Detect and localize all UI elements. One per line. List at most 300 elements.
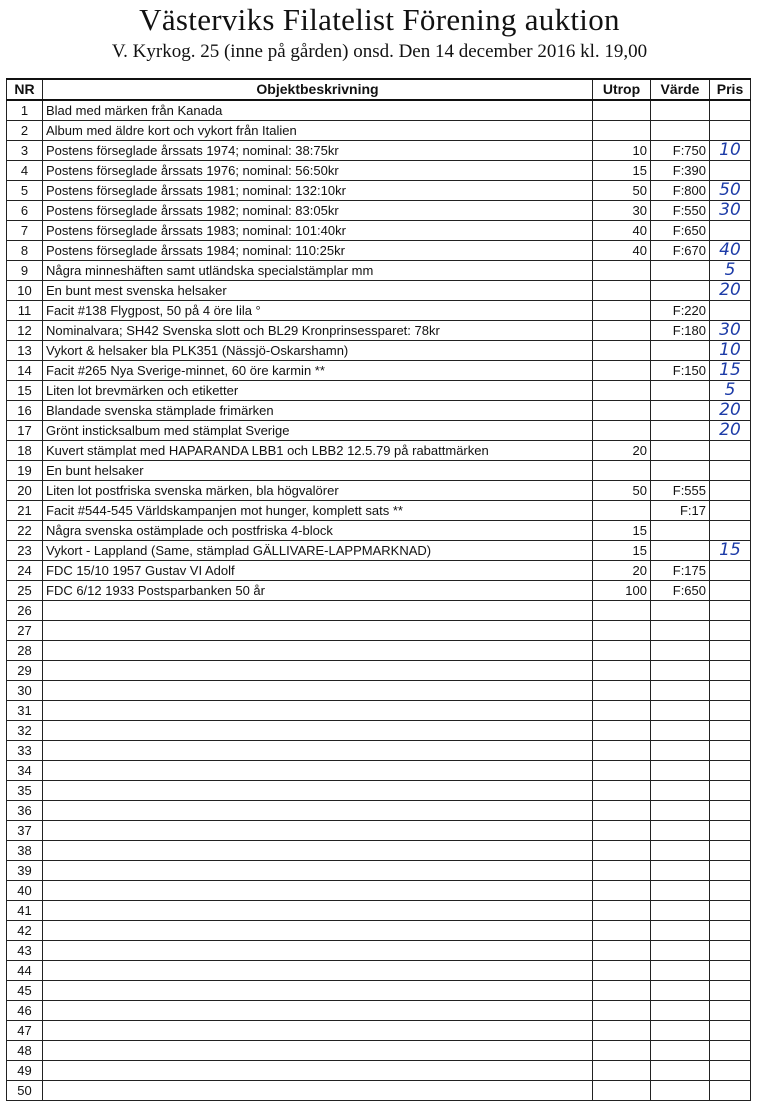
starting-price: [593, 641, 651, 661]
object-description: FDC 15/10 1957 Gustav VI Adolf: [43, 561, 593, 581]
page-subtitle: V. Kyrkog. 25 (inne på gården) onsd. Den 14 december 2016 kl. 19,00: [111, 41, 648, 62]
handwritten-price: [710, 701, 751, 721]
handwritten-price: 15: [710, 361, 751, 381]
lot-number: 21: [7, 501, 43, 521]
starting-price: [593, 461, 651, 481]
handwritten-price: 20: [710, 281, 751, 301]
starting-price: 15: [593, 161, 651, 181]
starting-price: 50: [593, 181, 651, 201]
handwritten-price: [710, 681, 751, 701]
catalogue-value: [651, 541, 710, 561]
handwritten-price: 40: [710, 241, 751, 261]
catalogue-value: F:670: [651, 241, 710, 261]
handwritten-price: 15: [710, 541, 751, 561]
object-description: [43, 921, 593, 941]
starting-price: [593, 961, 651, 981]
starting-price: [593, 121, 651, 141]
lot-number: 34: [7, 761, 43, 781]
lot-number: 3: [7, 141, 43, 161]
starting-price: [593, 421, 651, 441]
handwritten-price: 30: [710, 321, 751, 341]
catalogue-value: F:800: [651, 181, 710, 201]
catalogue-value: F:175: [651, 561, 710, 581]
handwritten-price: [710, 1001, 751, 1021]
catalogue-value: [651, 861, 710, 881]
object-description: [43, 1081, 593, 1101]
lot-number: 2: [7, 121, 43, 141]
catalogue-value: [651, 981, 710, 1001]
handwritten-price: 5: [710, 261, 751, 281]
object-description: Postens förseglade årssats 1981; nominal: 132:10kr: [43, 181, 593, 201]
lot-number: 41: [7, 901, 43, 921]
table-row: [7, 1021, 751, 1041]
catalogue-value: [651, 721, 710, 741]
handwritten-price: [710, 801, 751, 821]
table-row: [7, 100, 751, 121]
object-description: [43, 721, 593, 741]
table-row: [7, 481, 751, 501]
starting-price: 20: [593, 441, 651, 461]
object-description: [43, 621, 593, 641]
handwritten-price: [710, 1041, 751, 1061]
starting-price: 50: [593, 481, 651, 501]
lot-number: 20: [7, 481, 43, 501]
catalogue-value: [651, 1001, 710, 1021]
handwritten-price: [710, 821, 751, 841]
column-header-varde: Värde: [651, 79, 710, 100]
starting-price: 30: [593, 201, 651, 221]
table-row: [7, 401, 751, 421]
catalogue-value: [651, 1081, 710, 1101]
table-row: [7, 821, 751, 841]
table-row: [7, 281, 751, 301]
lot-number: 29: [7, 661, 43, 681]
object-description: Vykort - Lappland (Same, stämplad GÄLLIVARE-LAPPMARKNAD): [43, 541, 593, 561]
object-description: Kuvert stämplat med HAPARANDA LBB1 och LBB2 12.5.79 på rabattmärken: [43, 441, 593, 461]
catalogue-value: F:750: [651, 141, 710, 161]
lot-number: 49: [7, 1061, 43, 1081]
catalogue-value: F:650: [651, 581, 710, 601]
handwritten-price: [710, 161, 751, 181]
table-row: [7, 921, 751, 941]
starting-price: [593, 1061, 651, 1081]
starting-price: [593, 801, 651, 821]
starting-price: [593, 821, 651, 841]
lot-number: 33: [7, 741, 43, 761]
handwritten-price: [710, 621, 751, 641]
object-description: [43, 741, 593, 761]
lot-number: 44: [7, 961, 43, 981]
lot-number: 48: [7, 1041, 43, 1061]
catalogue-value: [651, 681, 710, 701]
catalogue-value: [651, 1041, 710, 1061]
table-row: [7, 461, 751, 481]
starting-price: [593, 261, 651, 281]
object-description: [43, 1001, 593, 1021]
handwritten-price: [710, 781, 751, 801]
lot-number: 11: [7, 301, 43, 321]
table-row: [7, 681, 751, 701]
table-row: [7, 361, 751, 381]
object-description: [43, 1061, 593, 1081]
handwritten-price: [710, 601, 751, 621]
table-row: [7, 781, 751, 801]
lot-number: 13: [7, 341, 43, 361]
catalogue-value: [651, 661, 710, 681]
object-description: [43, 861, 593, 881]
table-row: [7, 601, 751, 621]
object-description: [43, 781, 593, 801]
starting-price: [593, 321, 651, 341]
lot-number: 22: [7, 521, 43, 541]
handwritten-price: [710, 301, 751, 321]
handwritten-price: [710, 981, 751, 1001]
object-description: Facit #265 Nya Sverige-minnet, 60 öre karmin **: [43, 361, 593, 381]
handwritten-price: [710, 941, 751, 961]
handwritten-price: [710, 961, 751, 981]
catalogue-value: [651, 121, 710, 141]
table-row: [7, 501, 751, 521]
object-description: Några minneshäften samt utländska specialstämplar mm: [43, 261, 593, 281]
handwritten-price: [710, 861, 751, 881]
starting-price: 15: [593, 521, 651, 541]
object-description: Facit #544-545 Världskampanjen mot hunger, komplett sats **: [43, 501, 593, 521]
handwritten-price: [710, 641, 751, 661]
catalogue-value: [651, 881, 710, 901]
handwritten-price: [710, 221, 751, 241]
catalogue-value: [651, 941, 710, 961]
table-row: [7, 221, 751, 241]
catalogue-value: F:555: [651, 481, 710, 501]
object-description: [43, 681, 593, 701]
lot-number: 43: [7, 941, 43, 961]
column-header-nr: NR: [7, 79, 43, 100]
object-description: Facit #138 Flygpost, 50 på 4 öre lila °: [43, 301, 593, 321]
object-description: Postens förseglade årssats 1974; nominal: 38:75kr: [43, 141, 593, 161]
table-row: [7, 341, 751, 361]
handwritten-price: [710, 581, 751, 601]
object-description: [43, 841, 593, 861]
table-row: [7, 301, 751, 321]
starting-price: [593, 721, 651, 741]
catalogue-value: [651, 801, 710, 821]
table-row: [7, 801, 751, 821]
starting-price: [593, 701, 651, 721]
starting-price: [593, 621, 651, 641]
catalogue-value: [651, 601, 710, 621]
lot-number: 31: [7, 701, 43, 721]
handwritten-price: [710, 1021, 751, 1041]
lot-number: 37: [7, 821, 43, 841]
object-description: [43, 641, 593, 661]
lot-number: 38: [7, 841, 43, 861]
table-row: [7, 621, 751, 641]
object-description: En bunt helsaker: [43, 461, 593, 481]
handwritten-price: 10: [710, 341, 751, 361]
starting-price: [593, 661, 651, 681]
lot-number: 30: [7, 681, 43, 701]
handwritten-price: [710, 1061, 751, 1081]
handwritten-price: [710, 741, 751, 761]
table-row: [7, 121, 751, 141]
object-description: Postens förseglade årssats 1983; nominal: 101:40kr: [43, 221, 593, 241]
table-row: [7, 901, 751, 921]
handwritten-price: 5: [710, 381, 751, 401]
object-description: Nominalvara; SH42 Svenska slott och BL29 Kronprinsessparet: 78kr: [43, 321, 593, 341]
object-description: Postens förseglade årssats 1982; nominal: 83:05kr: [43, 201, 593, 221]
lot-number: 18: [7, 441, 43, 461]
catalogue-value: [651, 821, 710, 841]
lot-number: 6: [7, 201, 43, 221]
object-description: [43, 801, 593, 821]
lot-number: 32: [7, 721, 43, 741]
lot-number: 19: [7, 461, 43, 481]
table-row: [7, 161, 751, 181]
starting-price: 20: [593, 561, 651, 581]
object-description: [43, 1021, 593, 1041]
object-description: Album med äldre kort och vykort från Italien: [43, 121, 593, 141]
table-row: [7, 1061, 751, 1081]
lot-number: 28: [7, 641, 43, 661]
handwritten-price: 50: [710, 181, 751, 201]
object-description: [43, 661, 593, 681]
catalogue-value: [651, 100, 710, 121]
catalogue-value: F:550: [651, 201, 710, 221]
lot-number: 5: [7, 181, 43, 201]
table-row: [7, 741, 751, 761]
object-description: Vykort & helsaker bla PLK351 (Nässjö-Oskarshamn): [43, 341, 593, 361]
handwritten-price: [710, 881, 751, 901]
starting-price: [593, 781, 651, 801]
object-description: [43, 881, 593, 901]
lot-number: 36: [7, 801, 43, 821]
lot-number: 15: [7, 381, 43, 401]
catalogue-value: [651, 921, 710, 941]
table-row: [7, 841, 751, 861]
starting-price: 10: [593, 141, 651, 161]
catalogue-value: [651, 761, 710, 781]
lot-number: 26: [7, 601, 43, 621]
catalogue-value: [651, 621, 710, 641]
catalogue-value: [651, 781, 710, 801]
catalogue-value: F:220: [651, 301, 710, 321]
handwritten-price: [710, 661, 751, 681]
table-row: [7, 1081, 751, 1101]
object-description: Liten lot brevmärken och etiketter: [43, 381, 593, 401]
starting-price: [593, 401, 651, 421]
lot-number: 27: [7, 621, 43, 641]
handwritten-price: 30: [710, 201, 751, 221]
table-row: [7, 581, 751, 601]
lot-number: 12: [7, 321, 43, 341]
handwritten-price: [710, 121, 751, 141]
starting-price: [593, 881, 651, 901]
table-row: [7, 561, 751, 581]
handwritten-price: 20: [710, 421, 751, 441]
starting-price: [593, 100, 651, 121]
lot-number: 23: [7, 541, 43, 561]
table-row: [7, 521, 751, 541]
lot-number: 24: [7, 561, 43, 581]
catalogue-value: [651, 1021, 710, 1041]
table-row: [7, 141, 751, 161]
column-header-description: Objektbeskrivning: [43, 79, 593, 100]
lot-number: 47: [7, 1021, 43, 1041]
handwritten-price: [710, 921, 751, 941]
object-description: Postens förseglade årssats 1984; nominal: 110:25kr: [43, 241, 593, 261]
object-description: Några svenska ostämplade och postfriska 4-block: [43, 521, 593, 541]
table-row: [7, 721, 751, 741]
object-description: FDC 6/12 1933 Postsparbanken 50 år: [43, 581, 593, 601]
handwritten-price: [710, 1081, 751, 1101]
lot-number: 1: [7, 100, 43, 121]
starting-price: [593, 761, 651, 781]
handwritten-price: 20: [710, 401, 751, 421]
catalogue-value: F:650: [651, 221, 710, 241]
lot-number: 16: [7, 401, 43, 421]
lot-number: 39: [7, 861, 43, 881]
starting-price: [593, 741, 651, 761]
table-row: [7, 701, 751, 721]
catalogue-value: [651, 521, 710, 541]
starting-price: [593, 921, 651, 941]
table-row: [7, 861, 751, 881]
object-description: Postens förseglade årssats 1976; nominal: 56:50kr: [43, 161, 593, 181]
starting-price: [593, 301, 651, 321]
starting-price: [593, 681, 651, 701]
handwritten-price: [710, 481, 751, 501]
lot-number: 45: [7, 981, 43, 1001]
catalogue-value: [651, 461, 710, 481]
lot-number: 7: [7, 221, 43, 241]
catalogue-value: [651, 1061, 710, 1081]
object-description: [43, 601, 593, 621]
catalogue-value: [651, 381, 710, 401]
starting-price: 100: [593, 581, 651, 601]
starting-price: 40: [593, 241, 651, 261]
table-row: [7, 441, 751, 461]
starting-price: [593, 841, 651, 861]
lot-number: 8: [7, 241, 43, 261]
table-row: [7, 421, 751, 441]
catalogue-value: [651, 741, 710, 761]
table-row: [7, 881, 751, 901]
catalogue-value: [651, 961, 710, 981]
starting-price: [593, 941, 651, 961]
table-row: [7, 541, 751, 561]
starting-price: [593, 381, 651, 401]
column-header-utrop: Utrop: [593, 79, 651, 100]
table-row: [7, 1001, 751, 1021]
table-row: [7, 981, 751, 1001]
catalogue-value: [651, 281, 710, 301]
catalogue-value: [651, 701, 710, 721]
catalogue-value: [651, 841, 710, 861]
handwritten-price: [710, 100, 751, 121]
table-row: [7, 661, 751, 681]
table-row: [7, 941, 751, 961]
lot-number: 4: [7, 161, 43, 181]
lot-number: 9: [7, 261, 43, 281]
object-description: Blad med märken från Kanada: [43, 100, 593, 121]
lot-number: 10: [7, 281, 43, 301]
object-description: Liten lot postfriska svenska märken, bla högvalörer: [43, 481, 593, 501]
lot-number: 17: [7, 421, 43, 441]
starting-price: [593, 1021, 651, 1041]
starting-price: [593, 361, 651, 381]
page-title: Västerviks Filatelist Förening auktion: [139, 2, 620, 37]
catalogue-value: F:390: [651, 161, 710, 181]
starting-price: 15: [593, 541, 651, 561]
handwritten-price: [710, 521, 751, 541]
catalogue-value: [651, 421, 710, 441]
starting-price: 40: [593, 221, 651, 241]
catalogue-value: [651, 401, 710, 421]
object-description: Grönt insticksalbum med stämplat Sverige: [43, 421, 593, 441]
object-description: [43, 701, 593, 721]
table-row: [7, 381, 751, 401]
starting-price: [593, 901, 651, 921]
catalogue-value: [651, 901, 710, 921]
table-row: [7, 321, 751, 341]
table-row: [7, 961, 751, 981]
starting-price: [593, 1041, 651, 1061]
table-row: [7, 201, 751, 221]
catalogue-value: [651, 441, 710, 461]
starting-price: [593, 861, 651, 881]
handwritten-price: [710, 721, 751, 741]
lot-number: 46: [7, 1001, 43, 1021]
auction-table: [6, 78, 751, 1101]
starting-price: [593, 501, 651, 521]
lot-number: 35: [7, 781, 43, 801]
table-header-row: [7, 79, 751, 100]
column-header-pris: Pris: [710, 79, 751, 100]
handwritten-price: [710, 441, 751, 461]
table-row: [7, 1041, 751, 1061]
catalogue-value: [651, 641, 710, 661]
table-row: [7, 641, 751, 661]
starting-price: [593, 341, 651, 361]
table-row: [7, 241, 751, 261]
object-description: [43, 761, 593, 781]
object-description: [43, 1041, 593, 1061]
catalogue-value: F:180: [651, 321, 710, 341]
catalogue-value: F:150: [651, 361, 710, 381]
handwritten-price: 10: [710, 141, 751, 161]
object-description: [43, 821, 593, 841]
starting-price: [593, 601, 651, 621]
handwritten-price: [710, 761, 751, 781]
starting-price: [593, 1001, 651, 1021]
handwritten-price: [710, 841, 751, 861]
lot-number: 14: [7, 361, 43, 381]
handwritten-price: [710, 461, 751, 481]
lot-number: 42: [7, 921, 43, 941]
object-description: [43, 961, 593, 981]
starting-price: [593, 281, 651, 301]
object-description: En bunt mest svenska helsaker: [43, 281, 593, 301]
lot-number: 25: [7, 581, 43, 601]
object-description: [43, 941, 593, 961]
table-row: [7, 261, 751, 281]
object-description: [43, 981, 593, 1001]
handwritten-price: [710, 501, 751, 521]
table-row: [7, 181, 751, 201]
handwritten-price: [710, 901, 751, 921]
object-description: Blandade svenska stämplade frimärken: [43, 401, 593, 421]
catalogue-value: [651, 261, 710, 281]
